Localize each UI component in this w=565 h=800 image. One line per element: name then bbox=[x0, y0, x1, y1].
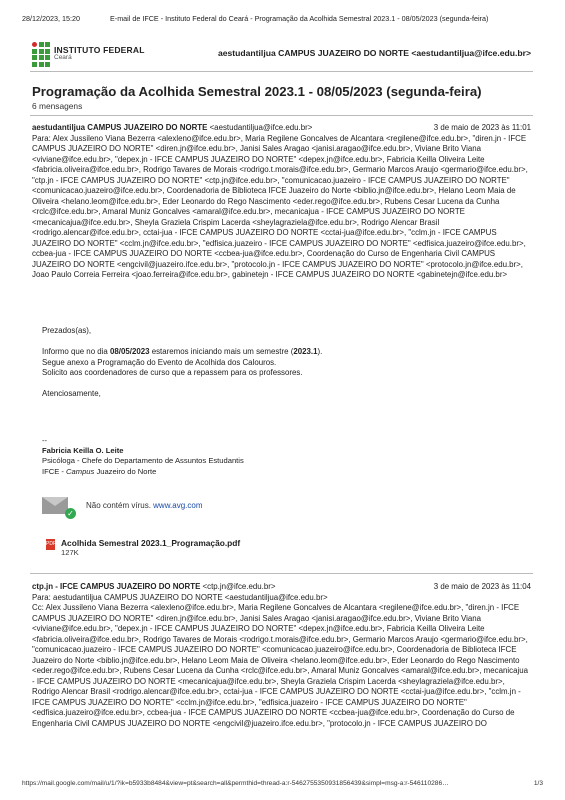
divider bbox=[30, 573, 533, 574]
thread-subject: Programação da Acolhida Semestral 2023.1 - 08/05/2023 (segunda-feira) bbox=[32, 84, 482, 99]
sig-dash: -- bbox=[42, 436, 48, 445]
message-recipients: Para: Alex Jussileno Viana Bezerra <alexleno@ifce.edu.br>, Maria Regilene Goncalves de Alcantara <regilene@ifce.edu.br>, "diren.jn - IFCE CAMPUS JUAZEIRO DO NORTE" <diren.jn@ifce.edu.br>, Janisi Sales Aragao <janisi.aragao@ifce.edu.br>, Viviane Brito Viana <viviane@ifce.edu.br>, "depex.jn - IFCE CAMPUS JUAZEIRO DO NORTE" <depex.jn@ifce.edu.br>, Fabricia Keilla Oliveira Leite <fabricia.oliveira@ifce.edu.br>, Rodrigo Tavares de Morais <rodrigo.t.morais@ifce.edu.br>, Germario Marcos Araujo <germario@ifce.edu.br>, "ctp.jn - IFCE CAMPUS JUAZEIRO DO NORTE" <ctp.jn@ifce.edu.br>, "comunicacao.juazeiro - IFCE CAMPUS JUAZEIRO DO NORTE" <comunicacao.juazeiro@ifce.edu.br>, Coordenadoria de Biblioteca IFCE Juazeiro do Norte <biblio.jn@ifce.edu.br>, Helano Leom Maia de Oliveira <helano.leom@ifce.edu.br>, Eder Leonardo do Rego Nascimento <eder.rego@ifce.edu.br>, Rubens Cesar Lucena da Cunha <rclc@ifce.edu.br>, Amaral Muniz Goncalves <amaral@ifce.edu.br>, mecanicajua - IFCE CAMPUS JUAZEIRO DO NORTE <mecanicajua@ifce.edu.br>, Sheyla Graziela Crispim Lacerda <sheylagraziela@ifce.edu.br>, Rodrigo Alencar Brasil <rodrigo.alencar@ifce.edu.br>, cctai-jua - IFCE CAMPUS JUAZEIRO DO NORTE <cctai-jua@ifce.edu.br>, "cclm.jn - IFCE CAMPUS JUAZEIRO DO NORTE" <cclm.jn@ifce.edu.br>, "edfisica.juazeiro - IFCE CAMPUS JUAZEIRO DO NORTE" <edfisica.juazeiro@ifce.edu.br>, ccbea-jua - IFCE CAMPUS JUAZEIRO DO NORTE <ccbea-jua@ifce.edu.br>, Coordenação do Curso de Engenharia Civil CAMPUS JUAZEIRO DO NORTE <engcivil@juazeiro.ifce.edu.br>, "protocolo.jn - IFCE CAMPUS JUAZEIRO DO NORTE" <protocolo.jn@ifce.edu.br>, Joao Paulo Correia Ferreira <joao.ferreira@ifce.edu.br>, gabinetejn - IFCE CAMPUS JUAZEIRO DO NORTE <gabinetejn@ifce.edu.br> bbox=[32, 133, 528, 279]
page-number: 1/3 bbox=[533, 780, 543, 787]
avg-link[interactable]: www.avg.com bbox=[153, 501, 203, 510]
account-email: aestudantiljua CAMPUS JUAZEIRO DO NORTE <aestudantiljua@ifce.edu.br> bbox=[217, 48, 531, 58]
avg-notice bbox=[42, 497, 203, 518]
attachment-size: 127K bbox=[61, 548, 79, 557]
message-to: Para: aestudantiljua CAMPUS JUAZEIRO DO NORTE <aestudantiljua@ifce.edu.br> bbox=[32, 592, 328, 602]
attachment[interactable] bbox=[46, 538, 240, 558]
body-line-1: Informo que no dia 08/05/2023 estaremos iniciando mais um semestre (2023.1). bbox=[42, 347, 323, 356]
message-count: 6 mensagens bbox=[32, 101, 83, 111]
attachment-name[interactable]: Acolhida Semestral 2023.1_Programação.pdf bbox=[61, 538, 241, 548]
sender-email: <ctp.jn@ifce.edu.br> bbox=[202, 582, 276, 591]
sender-name: ctp.jn - IFCE CAMPUS JUAZEIRO DO NORTE bbox=[32, 582, 201, 591]
signature bbox=[42, 436, 244, 477]
logo-line1: INSTITUTO FEDERAL bbox=[54, 45, 145, 56]
sender-email: <aestudantiljua@ifce.edu.br> bbox=[209, 123, 313, 132]
message-date: 3 de maio de 2023 às 11:01 bbox=[433, 123, 531, 132]
divider bbox=[30, 115, 533, 116]
message-body bbox=[42, 326, 525, 400]
print-footer bbox=[22, 780, 543, 787]
greeting: Prezados(as), bbox=[42, 326, 92, 335]
message-sender bbox=[32, 123, 312, 134]
body-line-2: Segue anexo a Programação do Evento de Acolhida dos Calouros. bbox=[42, 357, 277, 367]
body-line-3: Solicito aos coordenadores de curso que a repassem para os professores. bbox=[42, 368, 303, 377]
sig-name: Fabricia Keilla O. Leite bbox=[42, 446, 124, 456]
ifce-logo bbox=[32, 42, 145, 67]
closing: Atenciosamente, bbox=[42, 389, 101, 398]
print-header bbox=[22, 14, 543, 23]
pdf-icon: PDF bbox=[46, 539, 55, 550]
message-date: 3 de maio de 2023 às 11:04 bbox=[433, 582, 531, 591]
logo-line2: Ceará bbox=[54, 54, 72, 62]
avg-text: Não contém vírus. bbox=[86, 501, 151, 510]
divider bbox=[30, 71, 533, 72]
sig-role: Psicóloga - Chefe do Departamento de Assuntos Estudantis bbox=[42, 456, 244, 466]
message-sender bbox=[32, 582, 275, 593]
sig-org: IFCE - Campus Juazeiro do Norte bbox=[42, 466, 157, 476]
message-2 bbox=[32, 582, 531, 729]
print-title: E-mail de IFCE - Instituto Federal do Ceará - Programação da Acolhida Semestral 2023.1 - 08/05/2023 (segunda-feira) bbox=[110, 14, 489, 23]
check-icon: ✓ bbox=[65, 508, 76, 519]
print-timestamp: 28/12/2023, 15:20 bbox=[22, 14, 80, 23]
message-cc: Cc: Alex Jussileno Viana Bezerra <alexleno@ifce.edu.br>, Maria Regilene Goncalves de Alcantara <regilene@ifce.edu.br>, "diren.jn - IFCE CAMPUS JUAZEIRO DO NORTE" <diren.jn@ifce.edu.br>, Janisi Sales Aragao <janisi.aragao@ifce.edu.br>, Viviane Brito Viana <viviane@ifce.edu.br>, "depex.jn - IFCE CAMPUS JUAZEIRO DO NORTE" <depex.jn@ifce.edu.br>, Fabricia Keilla Oliveira Leite <fabricia.oliveira@ifce.edu.br>, Rodrigo Tavares de Morais <rodrigo.t.morais@ifce.edu.br>, Germario Marcos Araujo <germario@ifce.edu.br>, "comunicacao.juazeiro - IFCE CAMPUS JUAZEIRO DO NORTE" <comunicacao.juazeiro@ifce.edu.br>, Coordenadoria de Biblioteca IFCE Juazeiro do Norte <biblio.jn@ifce.edu.br>, Helano Leom Maia de Oliveira <helano.leom@ifce.edu.br>, Eder Leonardo do Rego Nascimento <eder.rego@ifce.edu.br>, Rubens Cesar Lucena da Cunha <rclc@ifce.edu.br>, Amaral Muniz Goncalves <amaral@ifce.edu.br>, mecanicajua - IFCE CAMPUS JUAZEIRO DO NORTE <mecanicajua@ifce.edu.br>, Sheyla Graziela Crispim Lacerda <sheylagraziela@ifce.edu.br>, Rodrigo Alencar Brasil <rodrigo.alencar@ifce.edu.br>, cctai-jua - IFCE CAMPUS JUAZEIRO DO NORTE <cctai-jua@ifce.edu.br>, "cclm.jn - IFCE CAMPUS JUAZEIRO DO NORTE" <cclm.jn@ifce.edu.br>, "edfisica.juazeiro - IFCE CAMPUS JUAZEIRO DO NORTE" <edfisica.juazeiro@ifce.edu.br>, ccbea-jua - IFCE CAMPUS JUAZEIRO DO NORTE <ccbea-jua@ifce.edu.br>, Coordenação do Curso de Engenharia Civil CAMPUS JUAZEIRO DO NORTE <engcivil@juazeiro.ifce.edu.br>, "protocolo.jn - IFCE CAMPUS JUAZEIRO DO bbox=[32, 603, 528, 728]
sender-name: aestudantiljua CAMPUS JUAZEIRO DO NORTE bbox=[32, 123, 208, 132]
print-url: https://mail.google.com/mail/u/1/?ik=b5933b8484&view=pt&search=all&permthid=thread-a:r-5462755350931856439&simpl=msg-a:r-546110286… bbox=[22, 780, 449, 787]
envelope-icon bbox=[42, 497, 74, 518]
ifce-logo-mark bbox=[32, 42, 50, 67]
message-1 bbox=[32, 123, 531, 281]
